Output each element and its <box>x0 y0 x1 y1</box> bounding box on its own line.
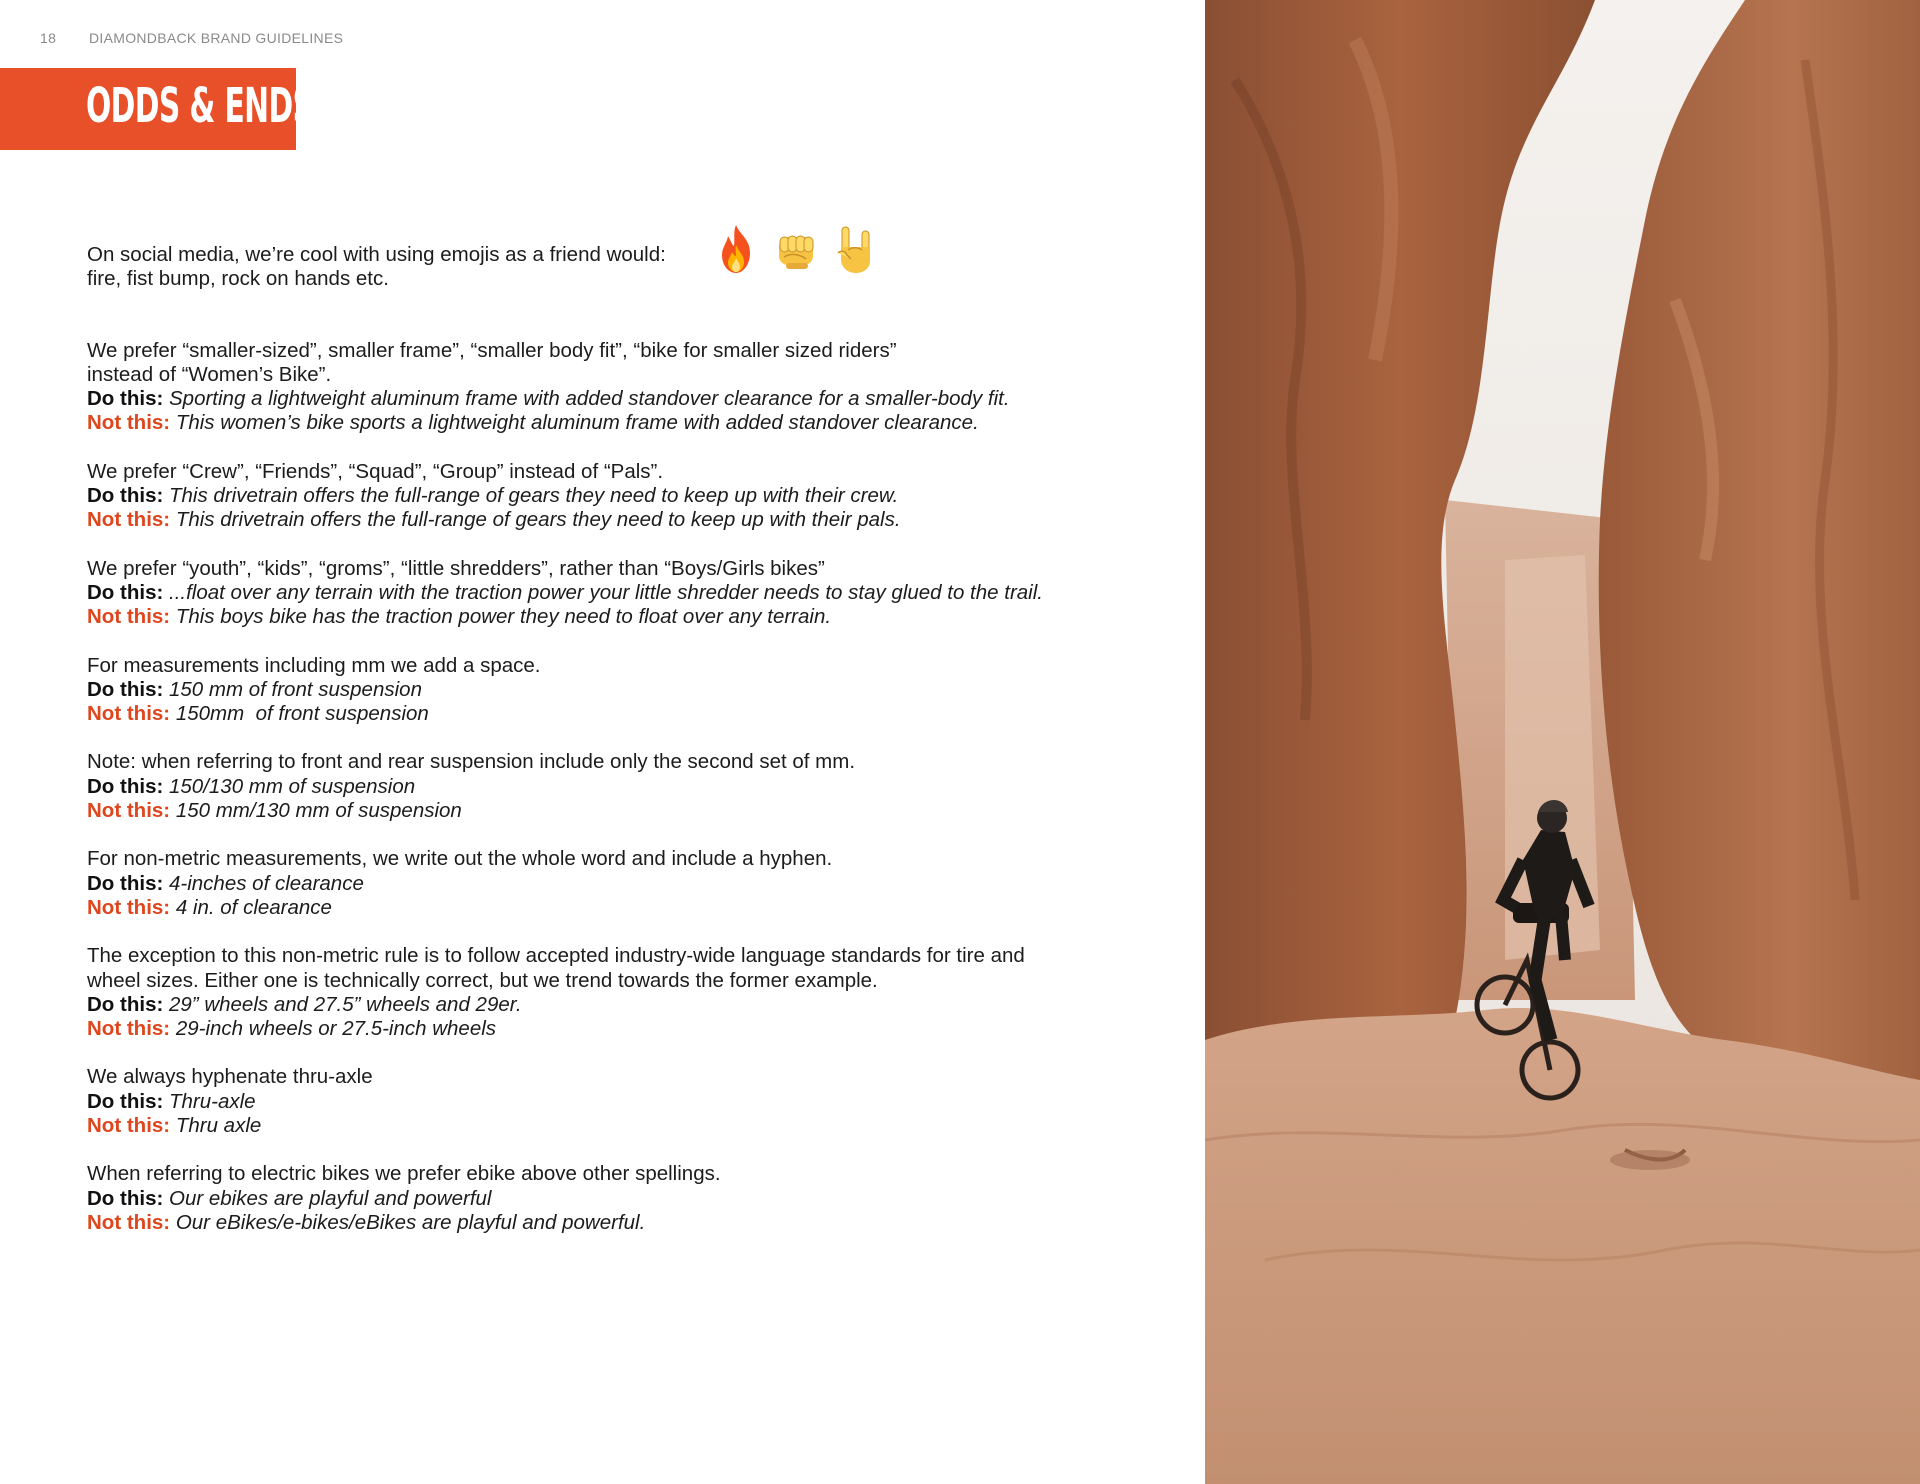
page-number: 18 <box>40 30 57 46</box>
not-example: Our eBikes/e-bikes/eBikes are playful and powerful. <box>175 1210 646 1234</box>
rule-statement: For measurements including mm we add a space. <box>87 653 541 677</box>
do-label: Do this: <box>87 580 164 604</box>
do-example: Sporting a lightweight aluminum frame with added standover clearance for a smaller-body fit. <box>169 387 1010 411</box>
fire-emoji-icon <box>714 223 758 275</box>
rule-block <box>87 339 1127 436</box>
rule-statement: When referring to electric bikes we prefer ebike above other spellings. <box>87 1162 721 1186</box>
do-label: Do this: <box>87 1089 164 1113</box>
do-label: Do this: <box>87 484 164 508</box>
not-example: This drivetrain offers the full-range of gears they need to keep up with their pals. <box>175 508 901 532</box>
emoji-row <box>714 223 887 275</box>
not-example-line <box>87 896 1127 920</box>
do-example-line <box>87 775 1127 799</box>
not-label: Not this: <box>87 799 171 823</box>
rule-block <box>87 847 1127 920</box>
not-example-line <box>87 411 1127 435</box>
do-example: 150 mm of front suspension <box>169 677 422 701</box>
not-label: Not this: <box>87 411 171 435</box>
document-title: DIAMONDBACK BRAND GUIDELINES <box>89 30 344 46</box>
not-example-line <box>87 1017 1127 1041</box>
not-example: Thru axle <box>175 1114 262 1138</box>
guidelines-content <box>87 243 1127 1235</box>
do-example-line <box>87 484 1127 508</box>
rule-statement: We prefer “smaller-sized”, smaller frame”, “smaller body fit”, “bike for smaller sized riders” <box>87 338 897 362</box>
not-label: Not this: <box>87 1017 171 1041</box>
rule-block <box>87 460 1127 533</box>
do-example: 150/130 mm of suspension <box>169 774 416 798</box>
not-label: Not this: <box>87 895 171 919</box>
slot-canyon-cyclist-photo <box>1205 0 1920 1484</box>
do-example-line <box>87 993 1127 1017</box>
canyon-photo-illustration <box>1205 0 1920 1484</box>
not-label: Not this: <box>87 508 171 532</box>
not-label: Not this: <box>87 1114 171 1138</box>
rule-statement: instead of “Women’s Bike”. <box>87 362 332 386</box>
rule-statement: We always hyphenate thru-axle <box>87 1065 373 1089</box>
not-label: Not this: <box>87 702 171 726</box>
rule-block <box>87 654 1127 727</box>
rule-statement: wheel sizes. Either one is technically correct, but we trend towards the former example. <box>87 968 878 992</box>
rule-statement: The exception to this non-metric rule is to follow accepted industry-wide language standards for tire and <box>87 944 1025 968</box>
intro-paragraph <box>87 243 707 292</box>
do-example-line <box>87 678 1127 702</box>
section-title-bar <box>0 68 314 150</box>
do-label: Do this: <box>87 387 164 411</box>
not-example: This boys bike has the traction power they need to float over any terrain. <box>175 605 832 629</box>
rule-statement: We prefer “Crew”, “Friends”, “Squad”, “Group” instead of “Pals”. <box>87 459 664 483</box>
rule-block <box>87 750 1127 823</box>
rule-block <box>87 1065 1127 1138</box>
not-example: This women’s bike sports a lightweight aluminum frame with added standover clearance. <box>175 411 979 435</box>
section-title: ODDS & ENDS <box>86 78 314 134</box>
do-example-line <box>87 581 1127 605</box>
fist-bump-emoji-icon <box>774 223 818 275</box>
rule-block <box>87 1162 1127 1235</box>
not-example-line <box>87 508 1127 532</box>
rule-statement: We prefer “youth”, “kids”, “groms”, “little shredders”, rather than “Boys/Girls bikes” <box>87 556 825 580</box>
do-example-line <box>87 1090 1127 1114</box>
do-example-line <box>87 872 1127 896</box>
rule-block <box>87 944 1127 1041</box>
not-example-line <box>87 1211 1127 1235</box>
do-example: This drivetrain offers the full-range of gears they need to keep up with their crew. <box>169 484 899 508</box>
do-example: Our ebikes are playful and powerful <box>169 1186 492 1210</box>
not-example: 4 in. of clearance <box>175 895 332 919</box>
do-label: Do this: <box>87 1186 164 1210</box>
do-label: Do this: <box>87 677 164 701</box>
do-label: Do this: <box>87 871 164 895</box>
not-example: 150mm of front suspension <box>175 702 429 726</box>
not-example: 29-inch wheels or 27.5-inch wheels <box>175 1017 497 1041</box>
do-label: Do this: <box>87 992 164 1016</box>
not-example: 150 mm/130 mm of suspension <box>175 799 462 823</box>
rock-on-hand-emoji-icon <box>833 223 877 275</box>
running-header <box>40 30 343 46</box>
do-example: 29” wheels and 27.5” wheels and 29er. <box>169 992 522 1016</box>
not-label: Not this: <box>87 1210 171 1234</box>
do-example: 4-inches of clearance <box>169 871 364 895</box>
do-example-line <box>87 1187 1127 1211</box>
do-label: Do this: <box>87 774 164 798</box>
do-example: Thru-axle <box>169 1089 256 1113</box>
intro-line: fire, fist bump, rock on hands etc. <box>87 267 389 291</box>
not-label: Not this: <box>87 605 171 629</box>
do-example: ...float over any terrain with the traction power your little shredder needs to stay glued to the trail. <box>169 580 1043 604</box>
not-example-line <box>87 605 1127 629</box>
rule-statement: Note: when referring to front and rear suspension include only the second set of mm. <box>87 750 856 774</box>
rule-block <box>87 557 1127 630</box>
intro-line: On social media, we’re cool with using emojis as a friend would: <box>87 243 666 266</box>
not-example-line <box>87 702 1127 726</box>
do-example-line <box>87 387 1127 411</box>
not-example-line <box>87 799 1127 823</box>
not-example-line <box>87 1114 1127 1138</box>
rule-statement: For non-metric measurements, we write out the whole word and include a hyphen. <box>87 847 833 871</box>
